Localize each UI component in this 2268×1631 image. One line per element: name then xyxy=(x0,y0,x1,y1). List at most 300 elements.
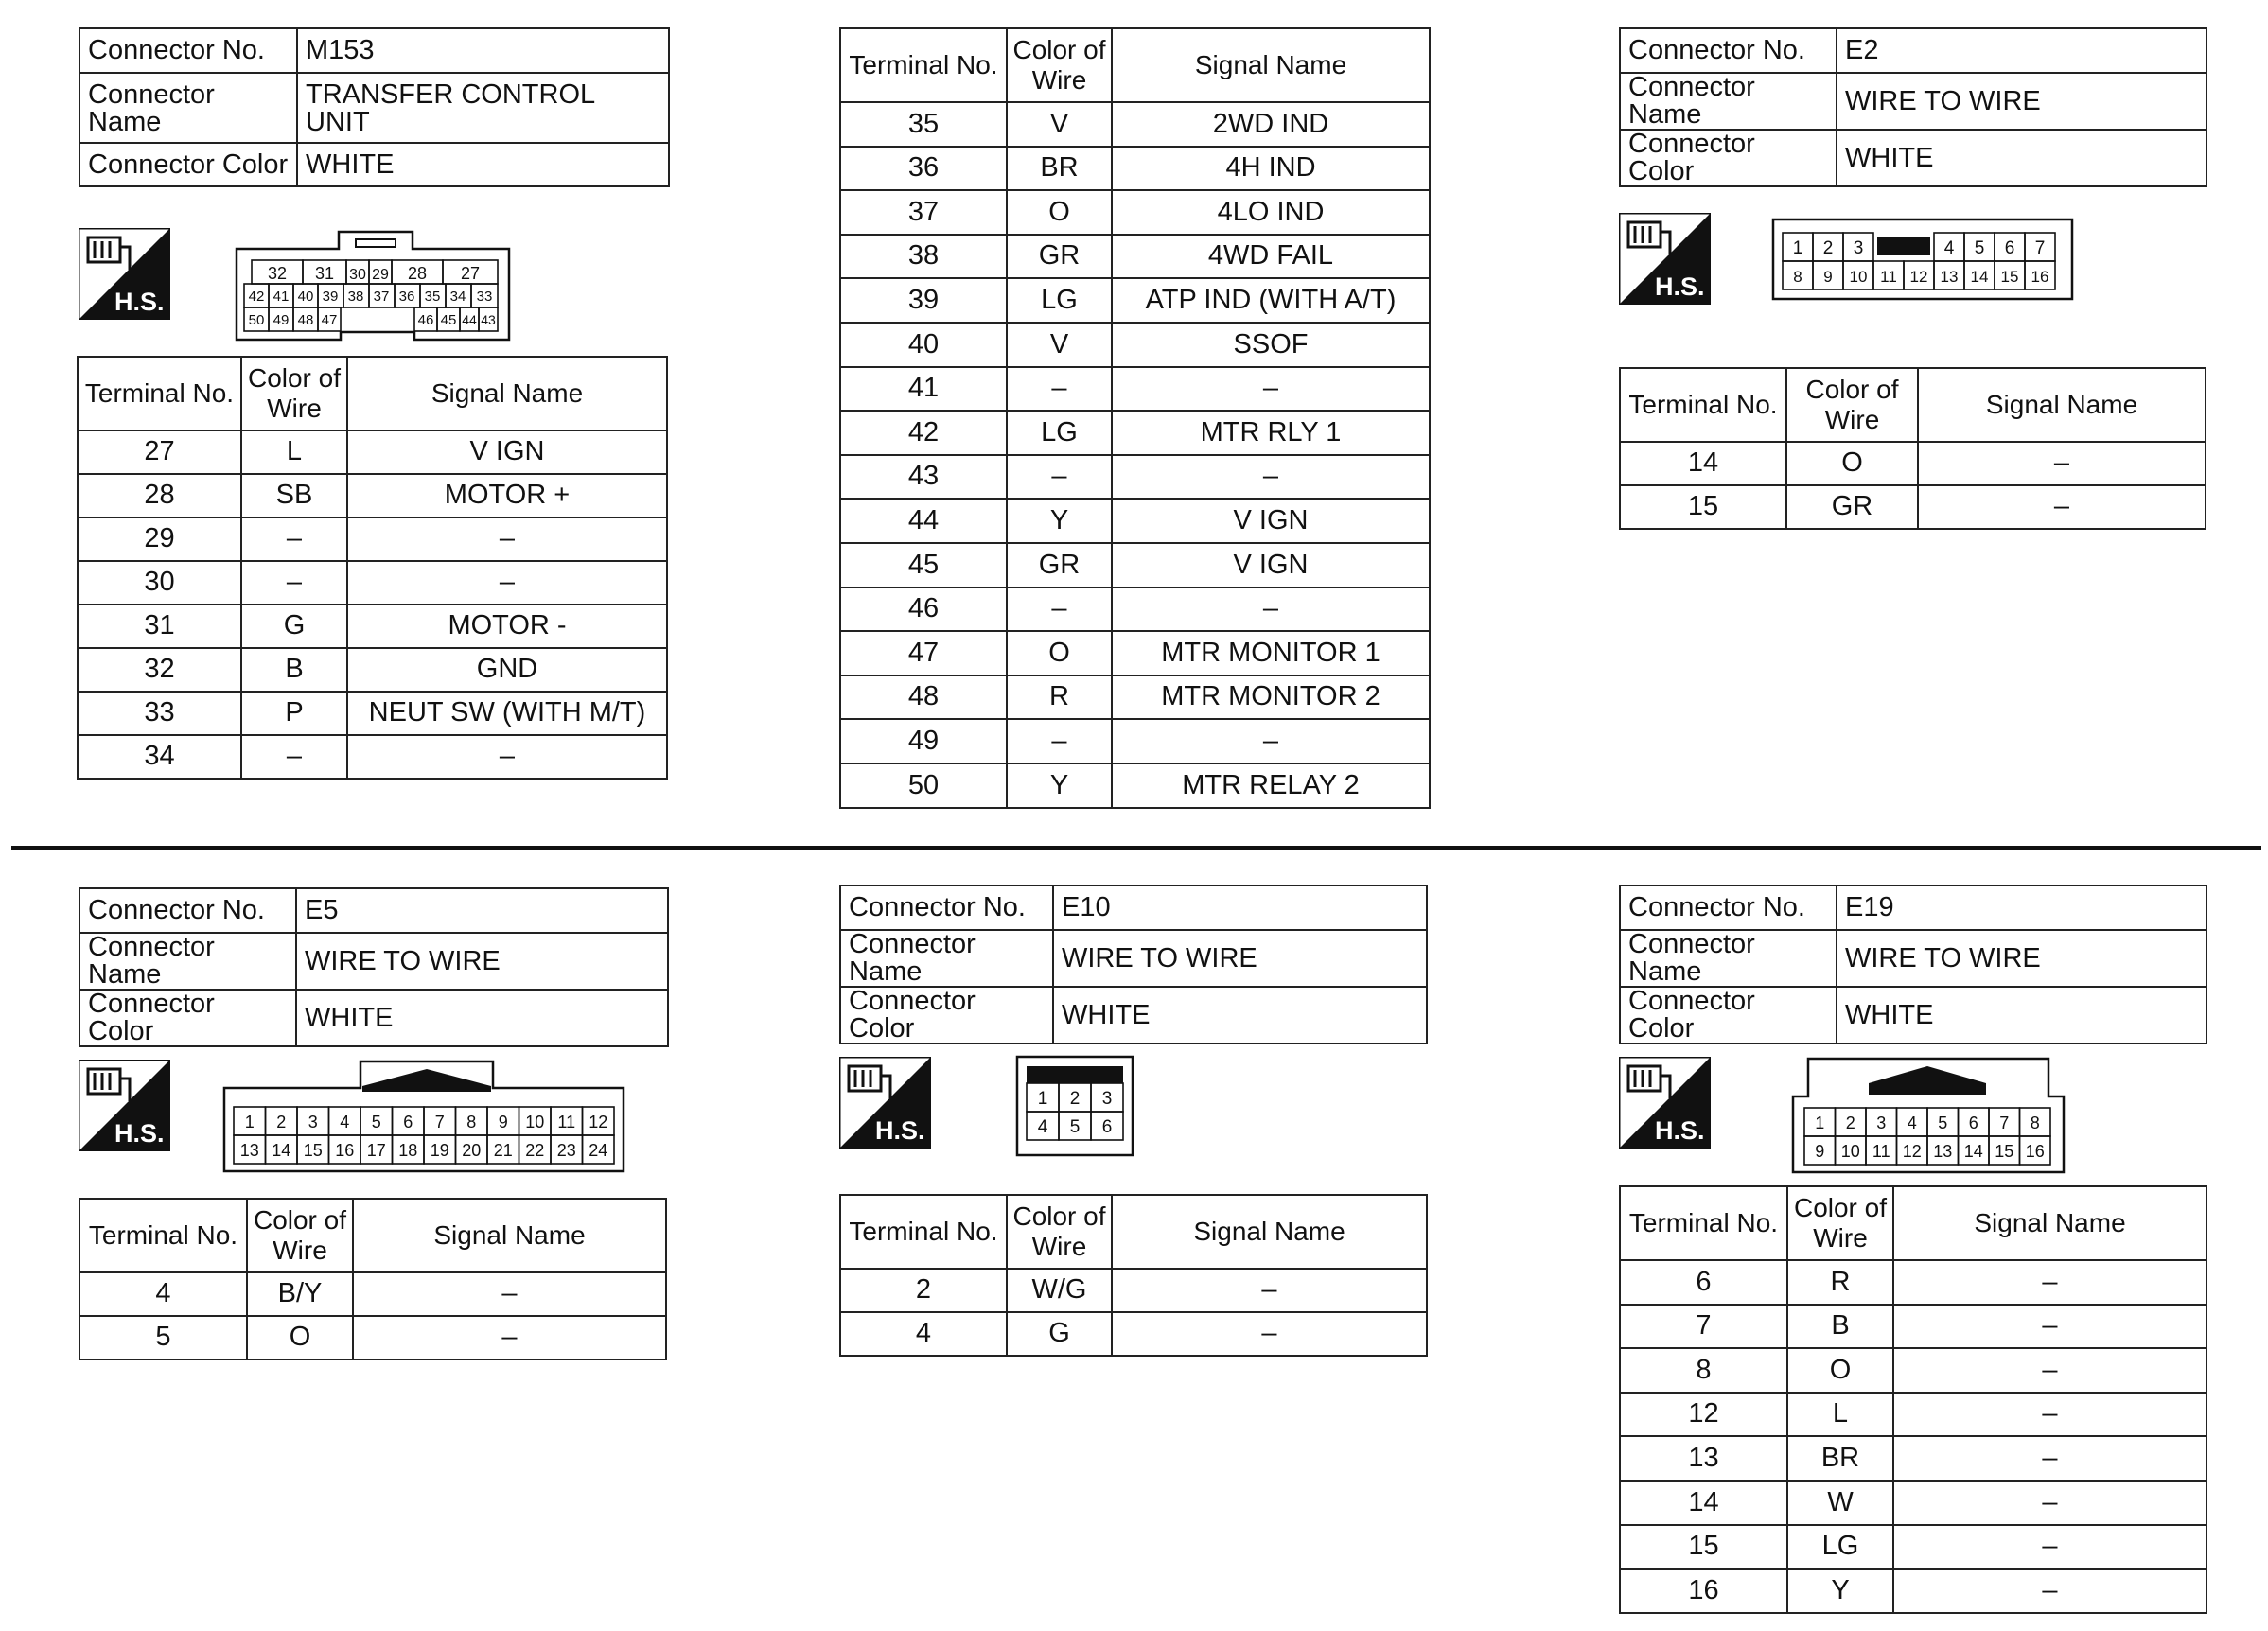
terminal-row xyxy=(840,102,1430,147)
connector-no-label: Connector No. xyxy=(1620,28,1837,73)
terminal-row xyxy=(840,1312,1427,1356)
pin-number: 19 xyxy=(430,1141,449,1160)
terminal-no-cell: 50 xyxy=(840,763,1007,808)
terminal-table-e10 xyxy=(839,1194,1428,1357)
terminal-row xyxy=(840,411,1430,455)
signal-name-header: Signal Name xyxy=(1112,28,1430,102)
pin-31: 31 xyxy=(314,264,335,283)
svg-text:H.S.: H.S. xyxy=(114,1119,165,1148)
pin-number: 20 xyxy=(462,1141,482,1160)
terminal-table-m153 xyxy=(77,356,668,780)
terminal-row xyxy=(1620,1260,2206,1305)
wire-color-cell: O xyxy=(1786,442,1918,485)
terminal-no-cell: 27 xyxy=(78,430,241,474)
svg-text:35: 35 xyxy=(424,289,441,305)
pin-30: 30 xyxy=(349,267,366,283)
terminal-no-cell: 42 xyxy=(840,411,1007,455)
connector-name-line2: UNIT xyxy=(306,107,370,137)
pin-number: 5 xyxy=(1938,1114,1948,1132)
pin-number: 16 xyxy=(335,1141,355,1160)
signal-name-cell: – xyxy=(1112,1269,1427,1312)
connector-color-label: Connector Color xyxy=(79,990,296,1046)
terminal-row xyxy=(840,499,1430,543)
svg-text:H.S.: H.S. xyxy=(875,1116,925,1145)
pin-number: 1 xyxy=(244,1113,255,1131)
pin-number: 2 xyxy=(1845,1114,1855,1132)
svg-text:6: 6 xyxy=(2004,238,2015,258)
pin-number: 6 xyxy=(1968,1114,1978,1132)
terminal-no-cell: 33 xyxy=(78,692,241,735)
color-of-wire-header: Color of Wire xyxy=(1007,1195,1112,1269)
svg-text:3: 3 xyxy=(1101,1089,1113,1109)
terminal-no-cell: 40 xyxy=(840,323,1007,367)
wire-color-cell: B xyxy=(1787,1305,1893,1349)
pin-number: 15 xyxy=(1995,1142,2014,1161)
connector-name-value: WIRE TO WIRE xyxy=(1837,73,2206,130)
wire-color-cell: SB xyxy=(241,474,347,517)
svg-text:H.S.: H.S. xyxy=(114,288,165,316)
pin-number: 13 xyxy=(239,1141,259,1160)
signal-name-cell: 4LO IND xyxy=(1112,190,1430,235)
terminal-row xyxy=(840,543,1430,588)
connector-color-label: Connector Color xyxy=(1620,987,1837,1043)
terminal-row xyxy=(78,735,667,779)
terminal-row xyxy=(840,278,1430,323)
pin-number: 14 xyxy=(1963,1142,1983,1161)
svg-text:8: 8 xyxy=(1793,268,1802,286)
terminal-no-cell: 15 xyxy=(1620,1525,1787,1570)
terminal-row xyxy=(840,323,1430,367)
pin-number: 7 xyxy=(434,1113,445,1131)
wire-color-cell: – xyxy=(1007,588,1112,632)
pin-32: 32 xyxy=(267,264,288,283)
terminal-no-cell: 5 xyxy=(79,1316,247,1359)
svg-text:10: 10 xyxy=(1849,268,1868,286)
terminal-row xyxy=(78,648,667,692)
terminal-no-cell: 32 xyxy=(78,648,241,692)
terminal-row xyxy=(78,474,667,517)
signal-name-header: Signal Name xyxy=(1918,368,2206,442)
signal-name-cell: – xyxy=(353,1316,666,1359)
svg-text:11: 11 xyxy=(1880,268,1897,286)
connector-face-e5 xyxy=(222,1058,625,1178)
signal-name-cell: – xyxy=(1893,1569,2206,1613)
pin-number: 5 xyxy=(371,1113,381,1131)
signal-name-cell: – xyxy=(1893,1436,2206,1481)
terminal-no-cell: 35 xyxy=(840,102,1007,147)
wire-color-cell: P xyxy=(241,692,347,735)
terminal-no-header: Terminal No. xyxy=(78,357,241,430)
signal-name-header: Signal Name xyxy=(1893,1186,2206,1260)
terminal-no-cell: 49 xyxy=(840,719,1007,763)
section-divider xyxy=(11,846,2261,850)
connector-info-e5 xyxy=(79,887,669,1047)
signal-name-cell: NEUT SW (WITH M/T) xyxy=(347,692,667,735)
terminal-no-cell: 6 xyxy=(1620,1260,1787,1305)
connector-name-label: Connector Name xyxy=(1620,73,1837,130)
terminal-row xyxy=(79,1272,666,1316)
pin-28: 28 xyxy=(407,264,428,283)
terminal-no-header: Terminal No. xyxy=(1620,368,1786,442)
terminal-no-cell: 14 xyxy=(1620,1481,1787,1525)
terminal-no-cell: 13 xyxy=(1620,1436,1787,1481)
connector-color-label: Connector Color xyxy=(79,143,297,186)
connector-color-value: WHITE xyxy=(1053,987,1427,1043)
svg-text:34: 34 xyxy=(449,289,466,305)
connector-face-e2 xyxy=(1771,218,2076,307)
signal-name-header: Signal Name xyxy=(1112,1195,1427,1269)
signal-name-cell: – xyxy=(1893,1393,2206,1437)
signal-name-cell: – xyxy=(347,517,667,561)
terminal-no-cell: 48 xyxy=(840,675,1007,720)
connector-no-label: Connector No. xyxy=(79,888,296,933)
pin-27: 27 xyxy=(460,264,481,283)
signal-name-header: Signal Name xyxy=(347,357,667,430)
pin-number: 23 xyxy=(556,1141,576,1160)
terminal-no-cell: 41 xyxy=(840,367,1007,412)
terminal-row xyxy=(840,763,1430,808)
signal-name-cell: – xyxy=(1918,442,2206,485)
signal-name-cell: V IGN xyxy=(1112,499,1430,543)
connector-name-label: Connector Name xyxy=(79,73,297,143)
svg-text:42: 42 xyxy=(248,289,265,305)
svg-text:44: 44 xyxy=(462,312,477,327)
wire-color-cell: LG xyxy=(1007,278,1112,323)
wire-color-cell: W xyxy=(1787,1481,1893,1525)
terminal-row xyxy=(1620,1481,2206,1525)
connector-name-label: Connector Name xyxy=(840,930,1053,987)
connector-color-label: Connector Color xyxy=(840,987,1053,1043)
connector-name-label: Connector Name xyxy=(79,933,296,990)
connector-face-e19 xyxy=(1791,1055,2066,1179)
signal-name-cell: ATP IND (WITH A/T) xyxy=(1112,278,1430,323)
wire-color-cell: – xyxy=(241,561,347,605)
terminal-row xyxy=(78,692,667,735)
signal-name-cell: – xyxy=(347,735,667,779)
wire-color-cell: L xyxy=(1787,1393,1893,1437)
wire-color-cell: LG xyxy=(1787,1525,1893,1570)
wire-color-cell: G xyxy=(241,605,347,648)
pin-number: 4 xyxy=(340,1113,350,1131)
terminal-no-cell: 38 xyxy=(840,235,1007,279)
harness-side-icon xyxy=(79,1060,170,1151)
terminal-row xyxy=(840,367,1430,412)
connector-face-m153 xyxy=(235,228,517,346)
harness-side-icon xyxy=(79,228,170,320)
connector-name-line1: TRANSFER CONTROL xyxy=(306,79,596,110)
terminal-no-cell: 2 xyxy=(840,1269,1007,1312)
terminal-no-cell: 31 xyxy=(78,605,241,648)
connector-no-value: E10 xyxy=(1053,886,1427,930)
terminal-table-m153-cont xyxy=(839,27,1431,809)
terminal-no-cell: 34 xyxy=(78,735,241,779)
color-of-wire-header: Color of Wire xyxy=(247,1199,353,1272)
wire-color-cell: LG xyxy=(1007,411,1112,455)
pin-number: 9 xyxy=(498,1113,508,1131)
pin-number: 10 xyxy=(1840,1142,1860,1161)
harness-side-icon xyxy=(1619,213,1711,305)
svg-text:H.S.: H.S. xyxy=(1655,1116,1705,1145)
terminal-row xyxy=(840,675,1430,720)
pin-number: 12 xyxy=(589,1113,608,1131)
terminal-row xyxy=(840,147,1430,191)
terminal-row xyxy=(1620,1569,2206,1613)
signal-name-cell: – xyxy=(1112,367,1430,412)
signal-name-cell: – xyxy=(1112,719,1430,763)
connector-no-value: E19 xyxy=(1837,886,2206,930)
pin-number: 8 xyxy=(2030,1114,2040,1132)
svg-text:5: 5 xyxy=(1069,1117,1081,1137)
svg-text:2: 2 xyxy=(1069,1089,1081,1109)
wire-color-cell: – xyxy=(1007,719,1112,763)
terminal-table-e5 xyxy=(79,1198,667,1360)
svg-text:40: 40 xyxy=(297,289,314,305)
color-of-wire-header: Color of Wire xyxy=(1007,28,1112,102)
pin-number: 3 xyxy=(308,1113,318,1131)
color-of-wire-header: Color of Wire xyxy=(1786,368,1918,442)
svg-text:33: 33 xyxy=(476,289,493,305)
wire-color-cell: Y xyxy=(1787,1569,1893,1613)
svg-text:13: 13 xyxy=(1940,268,1959,286)
terminal-row xyxy=(840,235,1430,279)
terminal-no-cell: 37 xyxy=(840,190,1007,235)
connector-color-value: WHITE xyxy=(297,143,669,186)
wire-color-cell: O xyxy=(1787,1348,1893,1393)
signal-name-cell: – xyxy=(353,1272,666,1316)
signal-name-cell: MTR RLY 1 xyxy=(1112,411,1430,455)
connector-no-label: Connector No. xyxy=(1620,886,1837,930)
connector-name-label: Connector Name xyxy=(1620,930,1837,987)
svg-text:47: 47 xyxy=(321,312,338,328)
pin-number: 15 xyxy=(303,1141,323,1160)
svg-text:45: 45 xyxy=(440,312,457,328)
svg-text:36: 36 xyxy=(398,289,415,305)
connector-color-value: WHITE xyxy=(296,990,668,1046)
terminal-table-e2 xyxy=(1619,367,2206,530)
terminal-no-cell: 39 xyxy=(840,278,1007,323)
signal-name-cell: – xyxy=(1918,485,2206,529)
terminal-no-cell: 43 xyxy=(840,455,1007,500)
terminal-rows-e10 xyxy=(840,1269,1427,1356)
signal-name-cell: MOTOR + xyxy=(347,474,667,517)
wire-color-cell: G xyxy=(1007,1312,1112,1356)
signal-name-cell: – xyxy=(1893,1481,2206,1525)
terminal-no-header: Terminal No. xyxy=(79,1199,247,1272)
svg-text:46: 46 xyxy=(417,312,434,328)
signal-name-header: Signal Name xyxy=(353,1199,666,1272)
wire-color-cell: GR xyxy=(1007,235,1112,279)
pin-number: 8 xyxy=(466,1113,477,1131)
terminal-no-cell: 44 xyxy=(840,499,1007,543)
terminal-no-cell: 47 xyxy=(840,631,1007,675)
terminal-row xyxy=(1620,1393,2206,1437)
signal-name-cell: – xyxy=(347,561,667,605)
terminal-row xyxy=(1620,1436,2206,1481)
svg-text:37: 37 xyxy=(373,289,390,305)
connector-no-value: M153 xyxy=(297,28,669,73)
terminal-rows-m153 xyxy=(78,430,667,779)
pin-number: 16 xyxy=(2025,1142,2045,1161)
svg-text:4: 4 xyxy=(1037,1117,1048,1137)
svg-text:4: 4 xyxy=(1943,238,1955,258)
pin-number: 3 xyxy=(1876,1114,1887,1132)
connector-name-value: WIRE TO WIRE xyxy=(1053,930,1427,987)
terminal-row xyxy=(1620,442,2206,485)
pin-number: 11 xyxy=(1872,1142,1890,1161)
connector-name-value: WIRE TO WIRE xyxy=(296,933,668,990)
connector-info-e2 xyxy=(1619,27,2207,187)
terminal-table-e19 xyxy=(1619,1185,2207,1614)
terminal-no-header: Terminal No. xyxy=(1620,1186,1787,1260)
connector-color-label: Connector Color xyxy=(1620,130,1837,186)
wire-color-cell: GR xyxy=(1007,543,1112,588)
terminal-row xyxy=(78,561,667,605)
color-of-wire-header: Color of Wire xyxy=(241,357,347,430)
signal-name-cell: GND xyxy=(347,648,667,692)
pin-number: 13 xyxy=(1933,1142,1953,1161)
terminal-no-cell: 36 xyxy=(840,147,1007,191)
signal-name-cell: – xyxy=(1112,588,1430,632)
connector-name-value xyxy=(297,73,669,143)
terminal-row xyxy=(78,605,667,648)
svg-text:7: 7 xyxy=(2034,238,2046,258)
terminal-no-cell: 28 xyxy=(78,474,241,517)
connector-face-e10 xyxy=(1015,1055,1134,1162)
signal-name-cell: MTR MONITOR 2 xyxy=(1112,675,1430,720)
signal-name-cell: MTR RELAY 2 xyxy=(1112,763,1430,808)
wire-color-cell: Y xyxy=(1007,499,1112,543)
svg-text:14: 14 xyxy=(1970,268,1989,286)
pin-number: 18 xyxy=(398,1141,418,1160)
wire-color-cell: W/G xyxy=(1007,1269,1112,1312)
e19-pin-grid xyxy=(1804,1108,2050,1165)
terminal-no-cell: 45 xyxy=(840,543,1007,588)
connector-no-value: E2 xyxy=(1837,28,2206,73)
signal-name-cell: – xyxy=(1893,1260,2206,1305)
wire-color-cell: – xyxy=(241,517,347,561)
terminal-row xyxy=(78,430,667,474)
signal-name-cell: 4H IND xyxy=(1112,147,1430,191)
pin-number: 7 xyxy=(1999,1114,2010,1132)
pin-number: 21 xyxy=(493,1141,513,1160)
pin-number: 17 xyxy=(366,1141,386,1160)
connector-no-label: Connector No. xyxy=(79,28,297,73)
svg-text:43: 43 xyxy=(481,312,496,327)
svg-text:48: 48 xyxy=(297,312,314,328)
color-of-wire-header: Color of Wire xyxy=(1787,1186,1893,1260)
pin-number: 6 xyxy=(403,1113,413,1131)
svg-text:2: 2 xyxy=(1822,238,1834,258)
terminal-row xyxy=(1620,1348,2206,1393)
signal-name-cell: 2WD IND xyxy=(1112,102,1430,147)
terminal-rows-m153-cont xyxy=(840,102,1430,808)
wire-color-cell: – xyxy=(1007,455,1112,500)
svg-text:6: 6 xyxy=(1101,1117,1113,1137)
terminal-row xyxy=(79,1316,666,1359)
terminal-no-cell: 12 xyxy=(1620,1393,1787,1437)
pin-number: 1 xyxy=(1815,1114,1825,1132)
terminal-row xyxy=(840,190,1430,235)
svg-text:H.S.: H.S. xyxy=(1655,272,1705,301)
terminal-no-cell: 30 xyxy=(78,561,241,605)
wire-color-cell: V xyxy=(1007,102,1112,147)
connector-no-value: E5 xyxy=(296,888,668,933)
terminal-row xyxy=(840,588,1430,632)
svg-text:16: 16 xyxy=(2031,268,2049,286)
pin-29: 29 xyxy=(372,267,389,283)
pin-number: 22 xyxy=(525,1141,545,1160)
signal-name-cell: – xyxy=(1893,1348,2206,1393)
terminal-no-cell: 15 xyxy=(1620,485,1786,529)
pin-number: 11 xyxy=(557,1113,576,1131)
connector-color-value: WHITE xyxy=(1837,130,2206,186)
pin-number: 14 xyxy=(272,1141,291,1160)
terminal-row xyxy=(1620,485,2206,529)
svg-text:41: 41 xyxy=(273,289,290,305)
terminal-no-cell: 7 xyxy=(1620,1305,1787,1349)
wire-color-cell: V xyxy=(1007,323,1112,367)
connector-name-value: WIRE TO WIRE xyxy=(1837,930,2206,987)
terminal-row xyxy=(840,455,1430,500)
terminal-row xyxy=(840,631,1430,675)
terminal-no-cell: 46 xyxy=(840,588,1007,632)
wire-color-cell: BR xyxy=(1787,1436,1893,1481)
wire-color-cell: O xyxy=(1007,631,1112,675)
terminal-row xyxy=(840,1269,1427,1312)
wire-color-cell: BR xyxy=(1007,147,1112,191)
svg-text:39: 39 xyxy=(322,289,339,305)
wire-color-cell: Y xyxy=(1007,763,1112,808)
svg-text:5: 5 xyxy=(1974,238,1985,258)
signal-name-cell: MOTOR - xyxy=(347,605,667,648)
wire-color-cell: R xyxy=(1787,1260,1893,1305)
harness-side-icon xyxy=(839,1057,931,1149)
connector-info-e19 xyxy=(1619,885,2207,1044)
wire-color-cell: O xyxy=(247,1316,353,1359)
terminal-no-cell: 14 xyxy=(1620,442,1786,485)
signal-name-cell: MTR MONITOR 1 xyxy=(1112,631,1430,675)
connector-info-m153 xyxy=(79,27,670,187)
pin-number: 10 xyxy=(525,1113,545,1131)
terminal-rows-e2 xyxy=(1620,442,2206,529)
connector-color-value: WHITE xyxy=(1837,987,2206,1043)
terminal-no-header: Terminal No. xyxy=(840,28,1007,102)
terminal-no-cell: 8 xyxy=(1620,1348,1787,1393)
e5-pin-grid xyxy=(234,1107,614,1164)
svg-text:9: 9 xyxy=(1823,268,1833,286)
pin-number: 12 xyxy=(1902,1142,1922,1161)
terminal-no-cell: 4 xyxy=(79,1272,247,1316)
signal-name-cell: 4WD FAIL xyxy=(1112,235,1430,279)
terminal-no-header: Terminal No. xyxy=(840,1195,1007,1269)
pin-number: 9 xyxy=(1815,1142,1825,1161)
svg-text:50: 50 xyxy=(248,312,265,328)
svg-text:1: 1 xyxy=(1037,1089,1048,1109)
wire-color-cell: GR xyxy=(1786,485,1918,529)
signal-name-cell: – xyxy=(1893,1305,2206,1349)
wire-color-cell: – xyxy=(1007,367,1112,412)
connector-info-e10 xyxy=(839,885,1428,1044)
terminal-row xyxy=(1620,1525,2206,1570)
svg-text:12: 12 xyxy=(1909,268,1928,286)
signal-name-cell: V IGN xyxy=(1112,543,1430,588)
svg-text:38: 38 xyxy=(347,289,364,305)
harness-side-icon xyxy=(1619,1057,1711,1149)
terminal-rows-e5 xyxy=(79,1272,666,1359)
svg-text:49: 49 xyxy=(273,312,290,328)
pin-number: 2 xyxy=(276,1113,287,1131)
svg-text:3: 3 xyxy=(1853,238,1864,258)
